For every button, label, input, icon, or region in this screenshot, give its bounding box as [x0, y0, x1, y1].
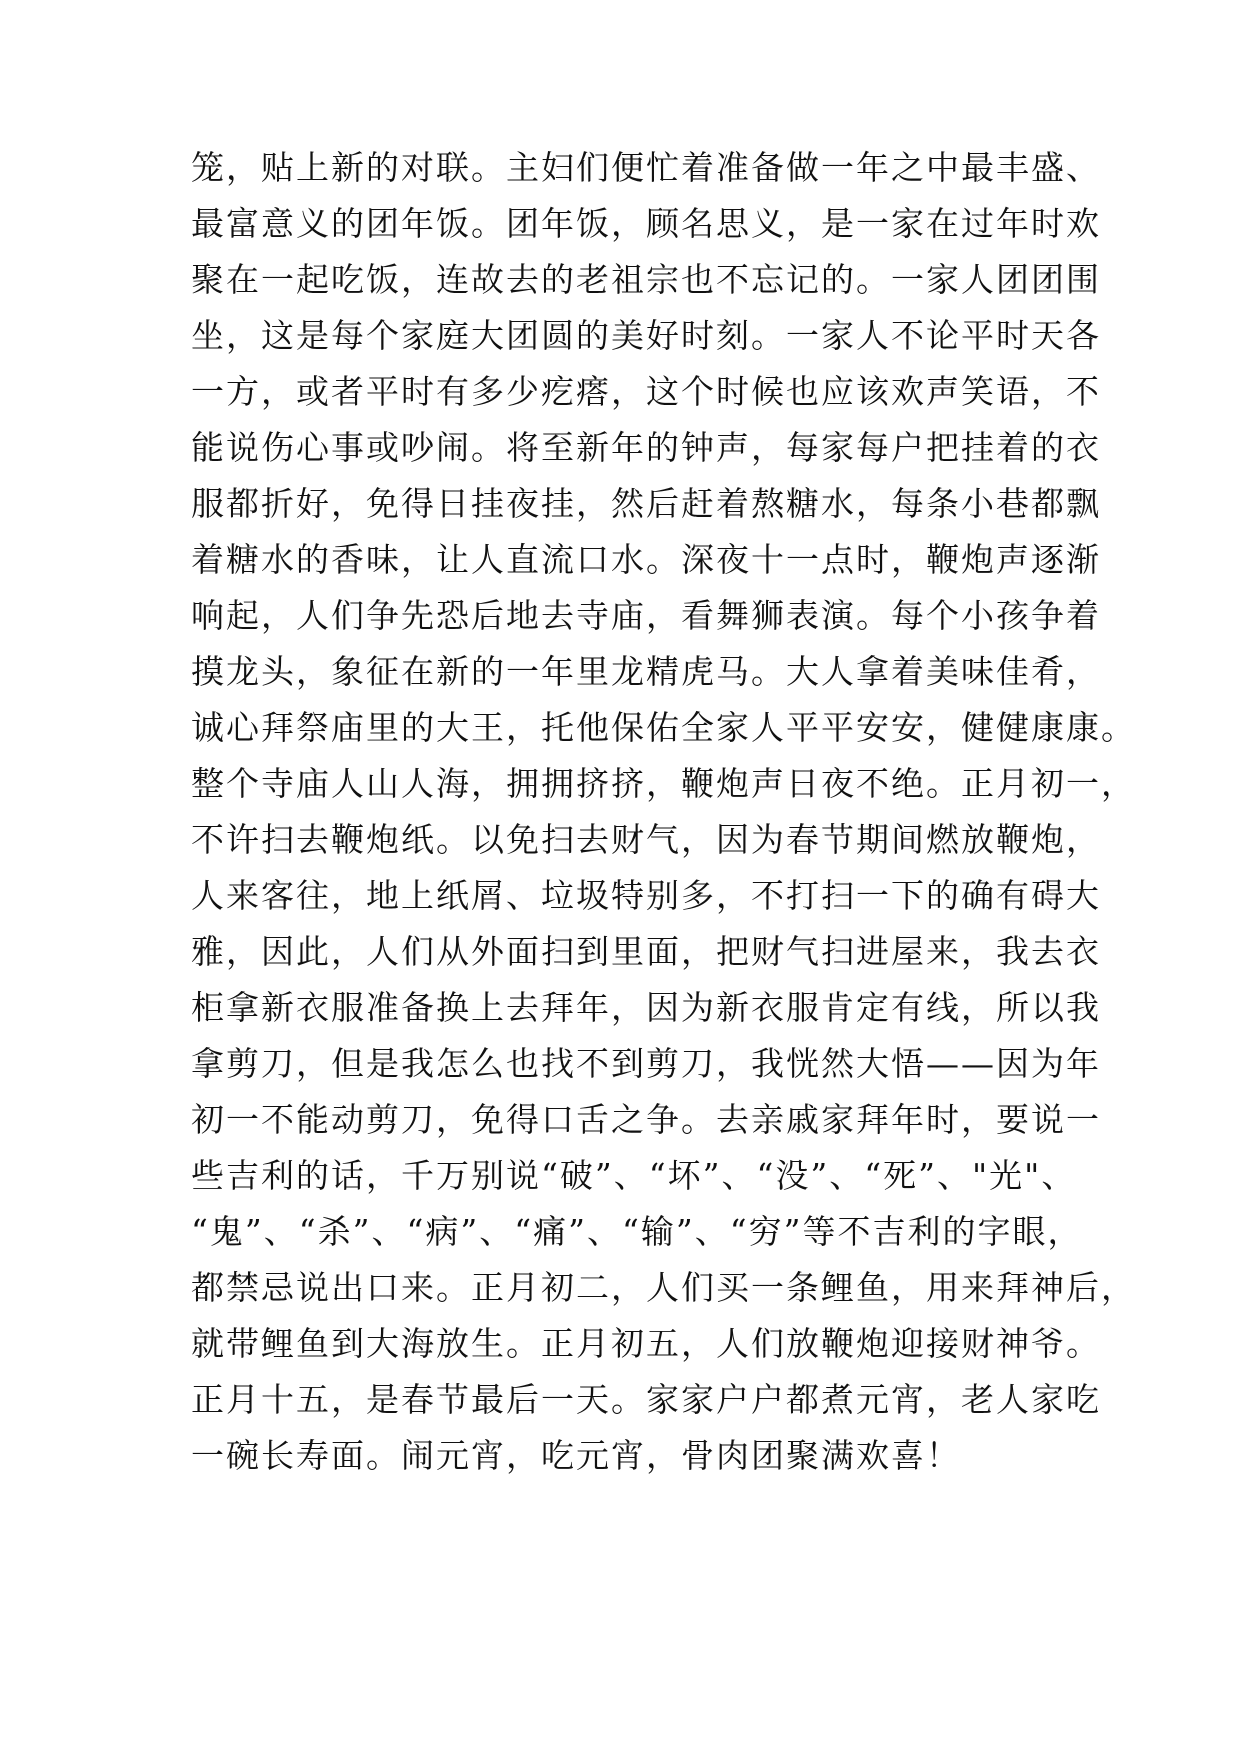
text-line: 一碗长寿面。闹元宵，吃元宵，骨肉团聚满欢喜！	[191, 1436, 961, 1475]
text-line: 着糖水的香味，让人直流口水。深夜十一点时，鞭炮声逐渐	[191, 540, 1101, 579]
text-line: 诚心拜祭庙里的大王，托他保佑全家人平平安安，健健康康。	[191, 708, 1136, 747]
body-text	[191, 140, 1136, 1484]
text-line: 笼，贴上新的对联。主妇们便忙着准备做一年之中最丰盛、	[191, 148, 1101, 187]
text-line: 坐，这是每个家庭大团圆的美好时刻。一家人不论平时天各	[191, 316, 1101, 355]
text-line: 就带鲤鱼到大海放生。正月初五，人们放鞭炮迎接财神爷。	[191, 1324, 1101, 1363]
text-line: 都禁忌说出口来。正月初二，人们买一条鲤鱼，用来拜神后，	[191, 1268, 1136, 1307]
text-line: 一方，或者平时有多少疙瘩，这个时候也应该欢声笑语，不	[191, 372, 1101, 411]
text-line: 整个寺庙人山人海，拥拥挤挤，鞭炮声日夜不绝。正月初一，	[191, 764, 1136, 803]
text-line: 聚在一起吃饭，连故去的老祖宗也不忘记的。一家人团团围	[191, 260, 1101, 299]
text-line: 不许扫去鞭炮纸。以免扫去财气，因为春节期间燃放鞭炮，	[191, 820, 1101, 859]
text-line: 人来客往，地上纸屑、垃圾特别多，不打扫一下的确有碍大	[191, 876, 1101, 915]
text-line: 最富意义的团年饭。团年饭，顾名思义，是一家在过年时欢	[191, 204, 1101, 243]
text-line: 拿剪刀，但是我怎么也找不到剪刀，我恍然大悟——因为年	[191, 1044, 1101, 1083]
text-line: 能说伤心事或吵闹。将至新年的钟声，每家每户把挂着的衣	[191, 428, 1101, 467]
text-line: 正月十五，是春节最后一天。家家户户都煮元宵，老人家吃	[191, 1380, 1101, 1419]
text-line: 响起，人们争先恐后地去寺庙，看舞狮表演。每个小孩争着	[191, 596, 1101, 635]
text-line: 服都折好，免得日挂夜挂，然后赶着熬糖水，每条小巷都飘	[191, 484, 1101, 523]
text-line: 些吉利的话，千万别说“破”、“坏”、“没”、“死”、"光"、	[191, 1156, 1077, 1195]
text-line: 雅，因此，人们从外面扫到里面，把财气扫进屋来，我去衣	[191, 932, 1101, 971]
text-line: 摸龙头，象征在新的一年里龙精虎马。大人拿着美味佳肴，	[191, 652, 1101, 691]
text-line: 初一不能动剪刀，免得口舌之争。去亲戚家拜年时，要说一	[191, 1100, 1101, 1139]
text-line: “鬼”、“杀”、“病”、“痛”、“输”、“穷”等不吉利的字眼，	[191, 1212, 1083, 1251]
text-line: 柜拿新衣服准备换上去拜年，因为新衣服肯定有线，所以我	[191, 988, 1101, 1027]
